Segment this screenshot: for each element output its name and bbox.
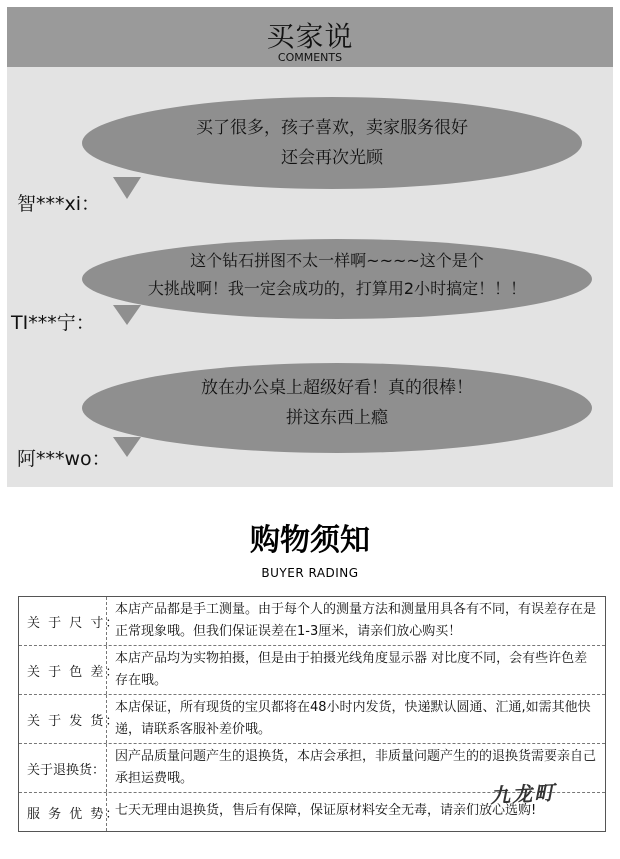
comments-header (7, 7, 613, 67)
comment-line: 放在办公桌上超级好看！真的很棒！ (201, 378, 473, 398)
notes-row-color (19, 646, 605, 695)
comment-line: 这个钻石拼图不太一样啊~~~~这个是个 (190, 251, 484, 270)
notes-content: 本店产品均为实物拍摄，但是由于拍摄光线角度显示器 对比度不同，会有些许色差存在哦。 (115, 651, 588, 688)
notes-label: 关 于 尺 寸： (19, 597, 107, 645)
notes-content: 本店保证，所有现货的宝贝都将在48小时内发货，快递默认圆通、汇通,如需其他快递，请联系客服补差价哦。 (115, 700, 591, 737)
brand-logo: 九龙町 (489, 780, 557, 808)
bubble-tail (113, 177, 141, 199)
notes-label: 关于退换货： (19, 744, 107, 792)
notes-content: 本店产品都是手工测量。由于每个人的测量方法和测量用具各有不同，有误差存在是正常现象哦。但我们保证误差在1-3厘米，请亲们放心购买！ (115, 602, 597, 639)
notes-label: 服 务 优 势： (19, 793, 107, 831)
comment-line: 还会再次光顾 (281, 148, 383, 168)
notes-row-shipping (19, 695, 605, 744)
comment-text (97, 247, 577, 303)
commenter-name: 智***xi： (17, 193, 101, 215)
commenter-name: 阿***wo： (17, 448, 111, 470)
bubble-tail (113, 437, 141, 457)
notes-content: 因产品质量问题产生的退换货，本店会承担，非质量问题产生的的退换货需要亲自己承担运费哦。 (115, 749, 597, 786)
comment-text (102, 373, 572, 433)
commenter-name: TI***宁： (11, 312, 95, 334)
comment-line: 拼这东西上瘾 (286, 408, 388, 428)
comments-subtitle: COMMENTS (277, 51, 343, 64)
comment-line: 买了很多，孩子喜欢，卖家服务很好 (196, 118, 468, 138)
comments-panel (7, 7, 613, 487)
notes-subtitle: BUYER RADING (261, 566, 359, 580)
notes-label: 关 于 色 差： (19, 646, 107, 694)
bubble-tail (113, 305, 141, 325)
notes-title: 购物须知 (250, 523, 370, 558)
comments-title: 买家说 (266, 20, 354, 53)
notes-label: 关 于 发 货： (19, 695, 107, 743)
comment-line: 大挑战啊！我一定会成功的，打算用2小时搞定！！！ (147, 279, 527, 298)
notes-row-size (19, 597, 605, 646)
comment-text (102, 113, 562, 173)
notes-content: 七天无理由退换货，售后有保障，保证原材料安全无毒，请亲们放心选购! (115, 803, 537, 818)
